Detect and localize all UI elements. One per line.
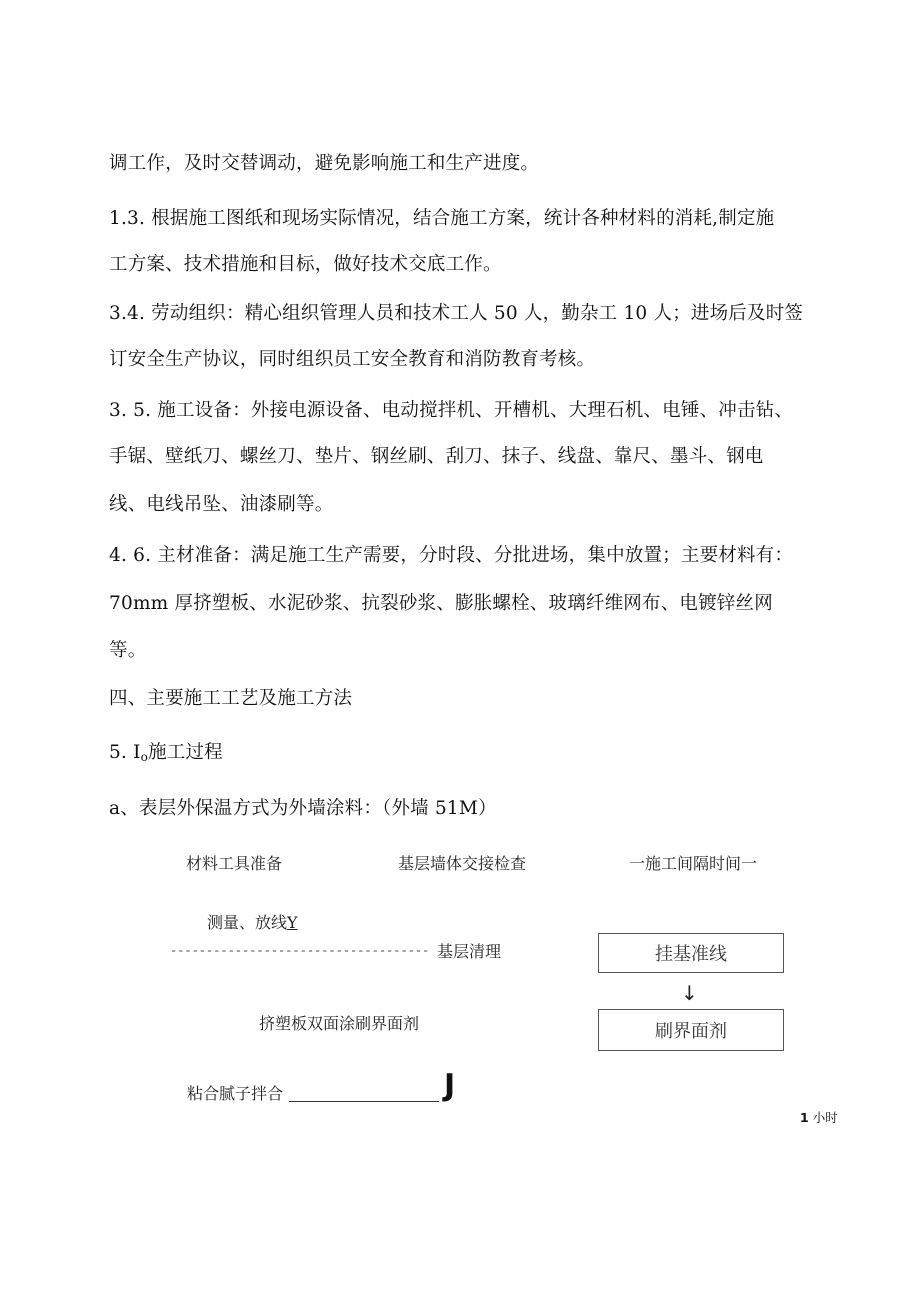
flow-box-baseline: 挂基准线 bbox=[598, 933, 784, 973]
subsection-title: 施工过程 bbox=[148, 742, 223, 763]
flow-col3-header: 一施工间隔时间一 bbox=[629, 854, 758, 873]
flow-measure bbox=[207, 912, 298, 934]
flow-xps-coating: 挤塑板双面涂刷界面剂 bbox=[259, 1014, 420, 1033]
flow-box-interface-agent: 刷界面剂 bbox=[598, 1009, 784, 1051]
flow-time-unit: 小时 bbox=[812, 1110, 838, 1125]
item-a: a、表层外保温方式为外墙涂料：（外墙 51M） bbox=[109, 798, 497, 819]
paragraph-3-5-line-3: 线、电线吊坠、油漆刷等。 bbox=[109, 494, 334, 515]
flow-col2-header: 基层墙体交接检查 bbox=[398, 854, 527, 873]
flow-arrow-down-icon: ↓ bbox=[681, 981, 698, 1005]
flow-time-label bbox=[800, 1108, 838, 1126]
paragraph-1-3-line-1: 1.3. 根据施工图纸和现场实际情况，结合施工方案，统计各种材料的消耗,制定施 bbox=[109, 208, 775, 229]
flow-putty-mix: 粘合腻子拌合 bbox=[187, 1084, 284, 1103]
paragraph-line: 调工作，及时交替调动，避免影响施工和生产进度。 bbox=[109, 153, 540, 174]
flow-dashed-connector: ------------------------------------ bbox=[170, 944, 430, 958]
flow-measure-text: 测量、放线 bbox=[207, 913, 288, 932]
paragraph-3-5-line-1: 3. 5. 施工设备：外接电源设备、电动搅拌机、开槽机、大理石机、电锤、冲击钻、 bbox=[109, 400, 794, 421]
paragraph-4-6-line-1: 4. 6. 主材准备：满足施工生产需要，分时段、分批进场，集中放置；主要材料有： bbox=[109, 545, 794, 566]
flow-time-number: 1 bbox=[800, 1110, 809, 1125]
paragraph-4-6-line-2: 70mm 厚挤塑板、水泥砂浆、抗裂砂浆、膨胀螺栓、玻璃纤维网布、电镀锌丝网 bbox=[109, 593, 773, 614]
flow-base-clean: 基层清理 bbox=[437, 942, 502, 961]
subsection-number: 5. I bbox=[109, 742, 141, 763]
paragraph-3-4-line-1: 3.4. 劳动组织：精心组织管理人员和技术工人 50 人，勤杂工 10 人；进场后及时签 bbox=[109, 303, 804, 324]
paragraph-4-6-line-3: 等。 bbox=[109, 640, 147, 661]
subsection-heading bbox=[109, 741, 223, 769]
flow-col1-header: 材料工具准备 bbox=[186, 854, 283, 873]
flow-blank-line bbox=[289, 1083, 439, 1102]
flow-putty-mark: J bbox=[444, 1068, 456, 1103]
paragraph-1-3-line-2: 工方案、技术措施和目标，做好技术交底工作。 bbox=[109, 254, 502, 275]
section-heading: 四、主要施工工艺及施工方法 bbox=[109, 688, 353, 709]
paragraph-3-4-line-2: 订安全生产协议，同时组织员工安全教育和消防教育考核。 bbox=[109, 349, 596, 370]
flow-measure-mark: Y bbox=[287, 913, 298, 932]
paragraph-3-5-line-2: 手锯、壁纸刀、螺丝刀、垫片、钢丝刷、刮刀、抹子、线盘、靠尺、墨斗、钢电 bbox=[109, 446, 764, 467]
subsection-subscript: o bbox=[140, 750, 149, 764]
